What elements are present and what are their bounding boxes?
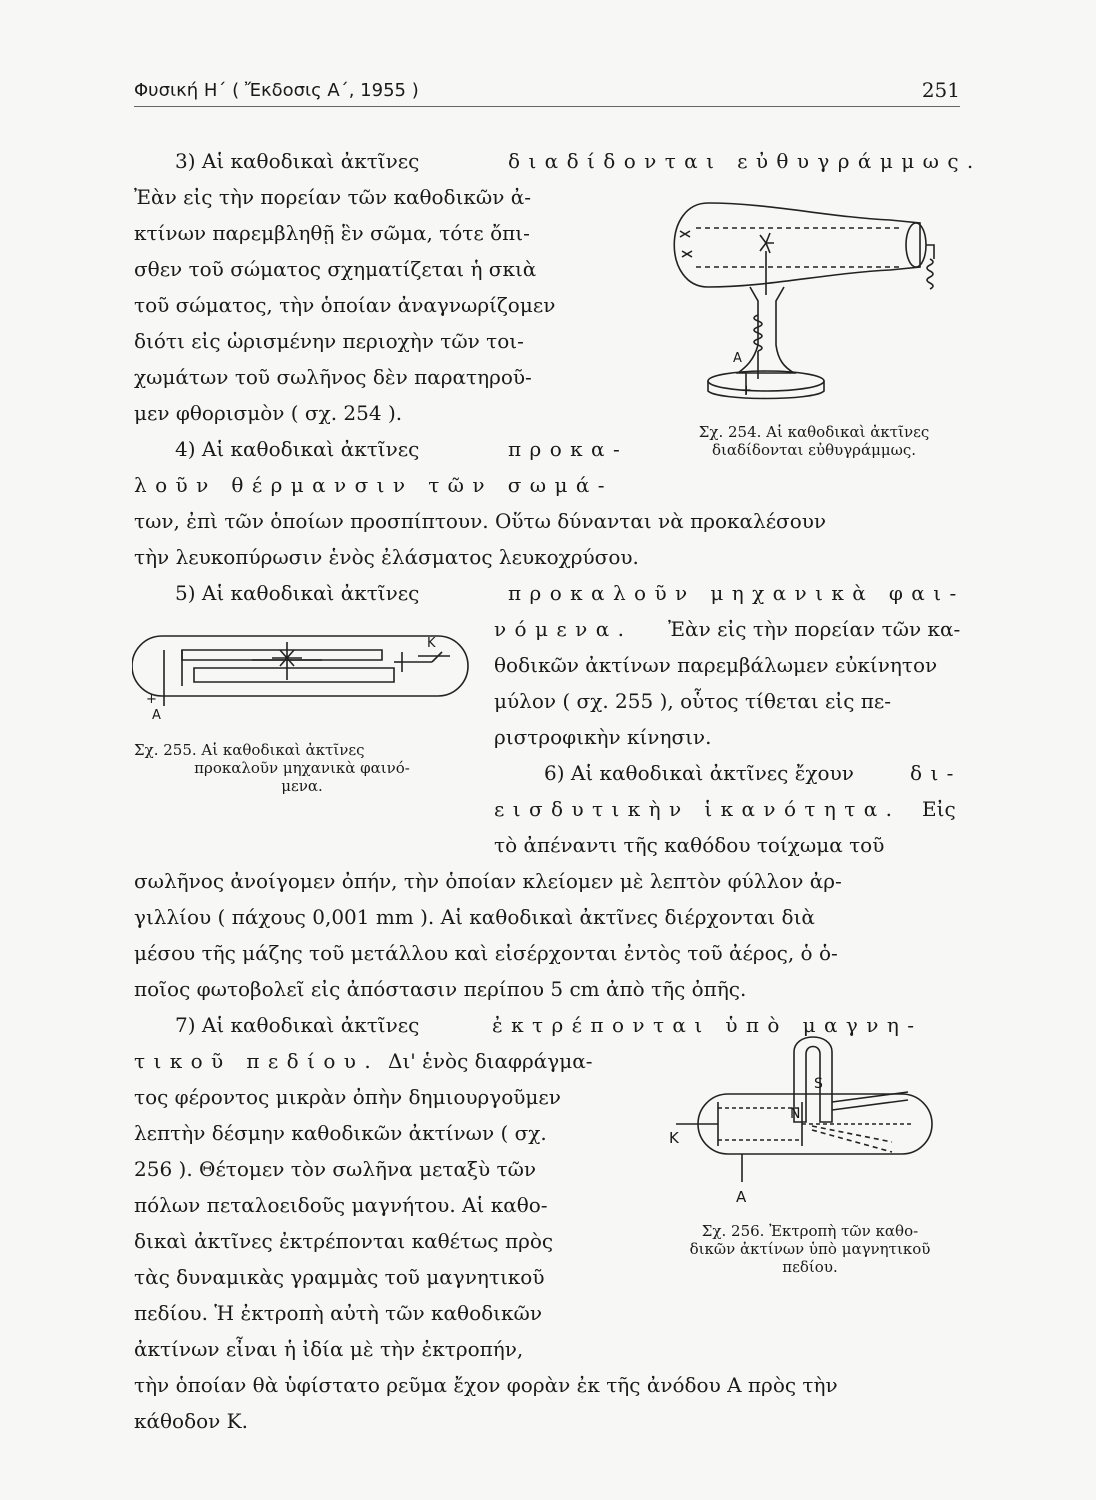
caption-line: Σχ. 254. Αἱ καθοδικαὶ ἀκτῖνες <box>698 423 930 441</box>
page-number: 251 <box>921 78 960 102</box>
section-3-heading-spaced: διαδίδονται εὐθυγράμμως. <box>508 149 982 173</box>
figure-255-caption <box>134 741 470 795</box>
figure-254-crookes-tube <box>658 195 958 410</box>
caption-line: μενα. <box>281 777 323 795</box>
section-4-lead: 4) Αἱ καθοδικαὶ ἀκτῖνες <box>175 437 420 461</box>
text-line: πόλων πεταλοειδοῦς μαγνήτου. Αἱ καθο- <box>134 1193 548 1217</box>
text-line: τὸ ἀπέναντι τῆς καθόδου τοίχωμα τοῦ <box>494 833 885 857</box>
text-line: ποῖος φωτοβολεῖ εἰς ἀπόστασιν περίπου 5 cm ἀπὸ τῆς ὀπῆς. <box>134 977 747 1001</box>
text-line: τὴν ὁποίαν θὰ ὑφίστατο ρεῦμα ἔχον φορὰν ἐκ τῆς ἀνόδου Α πρὸς τὴν <box>134 1373 838 1397</box>
section-5-heading-spaced: νόμενα. <box>494 617 633 641</box>
text-line: τὴν λευκοπύρωσιν ἑνὸς ἐλάσματος λευκοχρύσου. <box>134 545 639 569</box>
section-6-heading-spaced: εισδυτικὴν ἱκανότητα. <box>494 797 901 821</box>
text-line: Ἐὰν εἰς τὴν πορείαν τῶν καθοδικῶν ἀ- <box>134 185 532 209</box>
figure-254-caption <box>664 423 964 459</box>
caption-line: διαδίδονται εὐθυγράμμως. <box>711 441 917 459</box>
fig255-plus-label: + <box>146 692 157 707</box>
book-title: Φυσική Η΄ ( Ἔκδοσις Α΄, 1955 ) <box>134 80 419 101</box>
figure-255-paddle-wheel-tube <box>132 628 472 710</box>
text-line: Εἰς <box>922 797 956 821</box>
text-line: σθεν τοῦ σώματος σχηματίζεται ἡ σκιὰ <box>134 257 537 281</box>
text-line: τὰς δυναμικὰς γραμμὰς τοῦ μαγνητικοῦ <box>134 1265 545 1289</box>
text-line: μύλον ( σχ. 255 ), οὗτος τίθεται εἰς πε- <box>494 689 892 713</box>
text-line: Δι' ἑνὸς διαφράγμα- <box>388 1049 593 1073</box>
text-line: γιλλίου ( πάχους 0,001 mm ). Αἱ καθοδικαὶ ἀκτῖνες διέρχονται διὰ <box>134 905 815 929</box>
text-line: δικαὶ ἀκτῖνες ἐκτρέπονται καθέτως πρὸς <box>134 1229 554 1253</box>
text-line: Ἐὰν εἰς τὴν πορείαν τῶν κα- <box>668 617 961 641</box>
caption-line: προκαλοῦν μηχανικὰ φαινό- <box>194 759 410 777</box>
text-line: σωλῆνος ἀνοίγομεν ὀπήν, τὴν ὁποίαν κλείομεν μὲ λεπτὸν φύλλον ἀρ- <box>134 869 842 893</box>
running-header <box>134 76 960 107</box>
section-4-heading-spaced: λοῦν θέρμανσιν τῶν σωμά- <box>134 473 613 497</box>
text-line: λεπτὴν δέσμην καθοδικῶν ἀκτίνων ( σχ. <box>134 1121 547 1145</box>
caption-line: δικῶν ἀκτίνων ὑπὸ μαγνητικοῦ <box>689 1240 931 1258</box>
text-line: κάθοδον Κ. <box>134 1409 248 1433</box>
text-line: θοδικῶν ἀκτίνων παρεμβάλωμεν εὐκίνητον <box>494 653 938 677</box>
figure-256-caption <box>660 1222 960 1276</box>
section-5-lead: 5) Αἱ καθοδικαὶ ἀκτῖνες <box>175 581 420 605</box>
text-line: τοῦ σώματος, τὴν ὁποίαν ἀναγνωρίζομεν <box>134 293 556 317</box>
text-line: πεδίου. Ἡ ἐκτροπὴ αὐτὴ τῶν καθοδικῶν <box>134 1301 542 1325</box>
caption-line: Σχ. 256. Ἐκτροπὴ τῶν καθο- <box>701 1222 919 1240</box>
text-line: τος φέροντος μικρὰν ὀπὴν δημιουργοῦμεν <box>134 1085 561 1109</box>
section-3-lead: 3) Αἱ καθοδικαὶ ἀκτῖνες <box>175 149 420 173</box>
fig256-anode-label: Α <box>736 1188 747 1206</box>
text-line: κτίνων παρεμβληθῇ ἓν σῶμα, τότε ὄπι- <box>134 221 530 245</box>
section-5-heading-spaced: προκαλοῦν μηχανικὰ φαι- <box>508 581 965 605</box>
text-line: ἀκτίνων εἶναι ἡ ἰδία μὲ τὴν ἐκτροπήν, <box>134 1337 524 1361</box>
figure-256-magnetic-deflection <box>662 1030 962 1205</box>
caption-line: πεδίου. <box>782 1258 838 1276</box>
fig254-plus-label: + <box>741 383 752 398</box>
caption-line: Σχ. 255. Αἱ καθοδικαὶ ἀκτῖνες <box>134 741 365 759</box>
text-line: μέσου τῆς μάζης τοῦ μετάλλου καὶ εἰσέρχονται ἐντὸς τοῦ ἀέρος, ὁ ὁ- <box>134 941 838 965</box>
fig256-north-pole-label: N <box>790 1106 801 1122</box>
section-6-lead: 6) Αἱ καθοδικαὶ ἀκτῖνες ἔχουν <box>544 761 854 785</box>
fig255-anode-label: Α <box>152 708 161 723</box>
fig256-cathode-label: Κ <box>669 1129 679 1147</box>
fig254-anode-label: Α <box>733 351 742 366</box>
text-line: διότι εἰς ὡρισμένην περιοχὴν τῶν τοι- <box>134 329 524 353</box>
text-line: 256 ). Θέτομεν τὸν σωλῆνα μεταξὺ τῶν <box>134 1157 537 1181</box>
text-line: των, ἐπὶ τῶν ὁποίων προσπίπτουν. Οὕτω δύνανται νὰ προκαλέσουν <box>134 509 827 533</box>
section-7-lead: 7) Αἱ καθοδικαὶ ἀκτῖνες <box>175 1013 420 1037</box>
fig256-south-pole-label: S <box>814 1076 823 1092</box>
text-line: χωμάτων τοῦ σωλῆνος δὲν παρατηροῦ- <box>134 365 532 389</box>
fig255-cathode-label: Κ <box>427 636 436 651</box>
section-6-heading-spaced: δι- <box>910 761 962 785</box>
section-4-heading-spaced: προκα- <box>508 437 629 461</box>
text-line: ριστροφικὴν κίνησιν. <box>494 725 712 749</box>
text-line: μεν φθορισμὸν ( σχ. 254 ). <box>134 401 403 425</box>
section-7-heading-spaced: τικοῦ πεδίου. <box>134 1049 380 1073</box>
section-7-heading-spaced: ἐκτρέπονται ὑπὸ μαγνη- <box>492 1013 923 1037</box>
